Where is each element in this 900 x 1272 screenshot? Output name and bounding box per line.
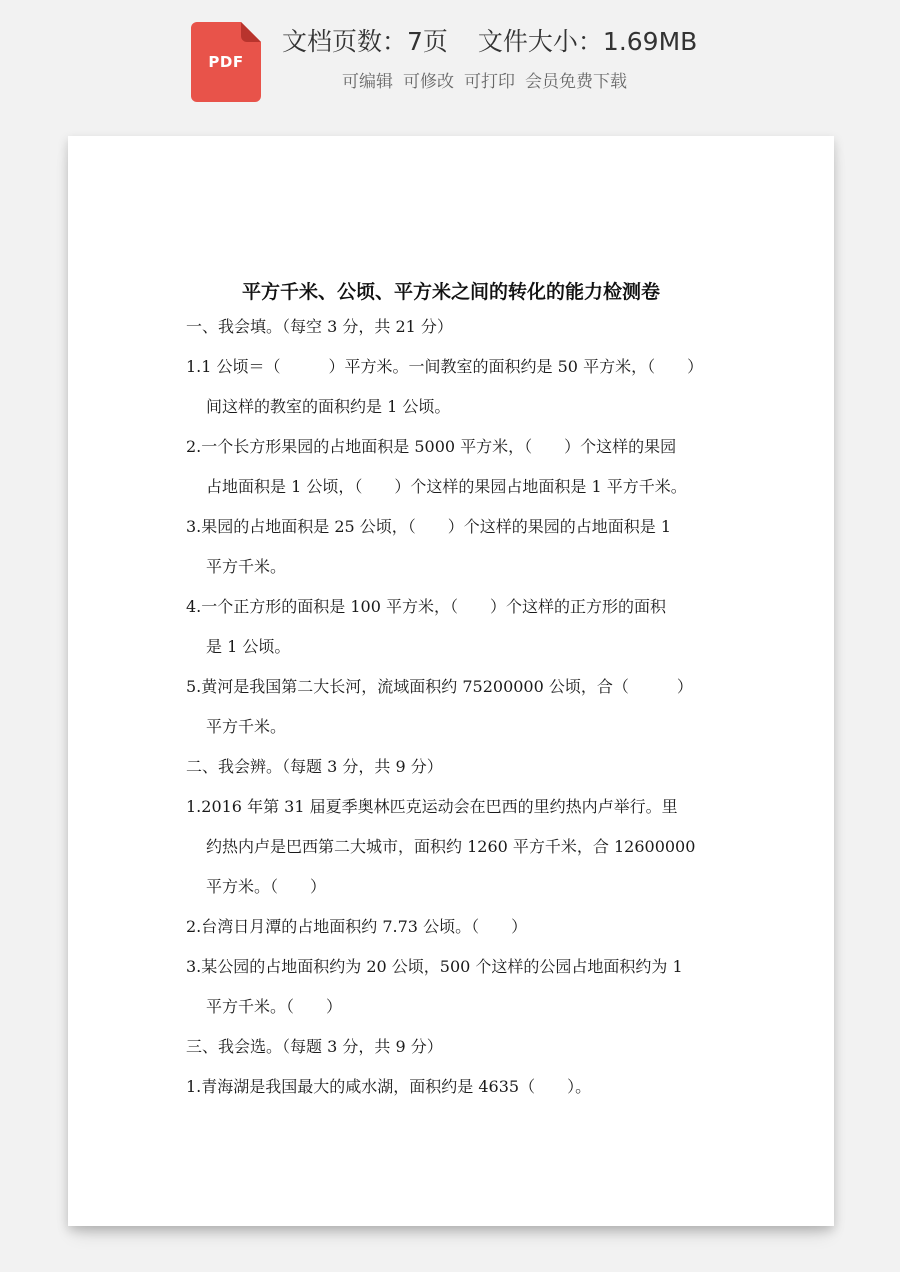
page-count: 文档页数：7页 <box>282 27 448 56</box>
document-info-header <box>0 0 900 118</box>
question-line: 1.2016 年第 31 届夏季奥林匹克运动会在巴西的里约热内卢举行。里 <box>186 797 678 816</box>
file-size: 文件大小：1.69MB <box>477 27 698 56</box>
question-line: 1.青海湖是我国最大的咸水湖，面积约是 4635（ ）。 <box>186 1077 592 1096</box>
question-line: 1.1 公顷＝（ ）平方米。一间教室的面积约是 50 平方米，（ ） <box>186 357 704 376</box>
question-line: 2.一个长方形果园的占地面积是 5000 平方米，（ ）个这样的果园 <box>186 437 677 456</box>
question-line: 3.某公园的占地面积约为 20 公顷，500 个这样的公园占地面积约为 1 <box>186 957 683 976</box>
question-line: 3.果园的占地面积是 25 公顷，（ ）个这样的果园的占地面积是 1 <box>186 517 672 536</box>
file-meta <box>282 22 697 58</box>
question-line: 平方千米。 <box>206 557 287 576</box>
feature-list <box>342 67 637 92</box>
question-line: 平方千米。 <box>206 717 287 736</box>
question-line: 平方千米。（ ） <box>206 997 343 1016</box>
feature-editable: 可编辑 <box>342 72 393 92</box>
document-page <box>68 136 834 1226</box>
question-line: 2.台湾日月潭的占地面积约 7.73 公顷。（ ） <box>186 917 528 936</box>
feature-modifiable: 可修改 <box>403 72 454 92</box>
question-line: 是 1 公顷。 <box>206 637 291 656</box>
question-line: 占地面积是 1 公顷，（ ）个这样的果园占地面积是 1 平方千米。 <box>206 477 687 496</box>
question-line: 平方米。（ ） <box>206 877 327 896</box>
question-line: 5.黄河是我国第二大长河，流域面积约 75200000 公顷，合（ ） <box>186 677 693 696</box>
feature-member-download: 会员免费下载 <box>525 72 627 92</box>
question-line: 间这样的教室的面积约是 1 公顷。 <box>206 397 451 416</box>
feature-printable: 可打印 <box>464 72 515 92</box>
section-heading-judge: 二、我会辨。（每题 3 分，共 9 分） <box>186 757 443 776</box>
section-heading-choose: 三、我会选。（每题 3 分，共 9 分） <box>186 1037 443 1056</box>
pdf-icon-label: PDF <box>208 53 244 71</box>
document-title: 平方千米、公顷、平方米之间的转化的能力检测卷 <box>241 281 660 303</box>
section-heading-fill: 一、我会填。（每空 3 分，共 21 分） <box>186 317 453 336</box>
question-line: 4.一个正方形的面积是 100 平方米，（ ）个这样的正方形的面积 <box>186 597 666 616</box>
question-line: 约热内卢是巴西第二大城市，面积约 1260 平方千米，合 12600000 <box>206 837 696 856</box>
